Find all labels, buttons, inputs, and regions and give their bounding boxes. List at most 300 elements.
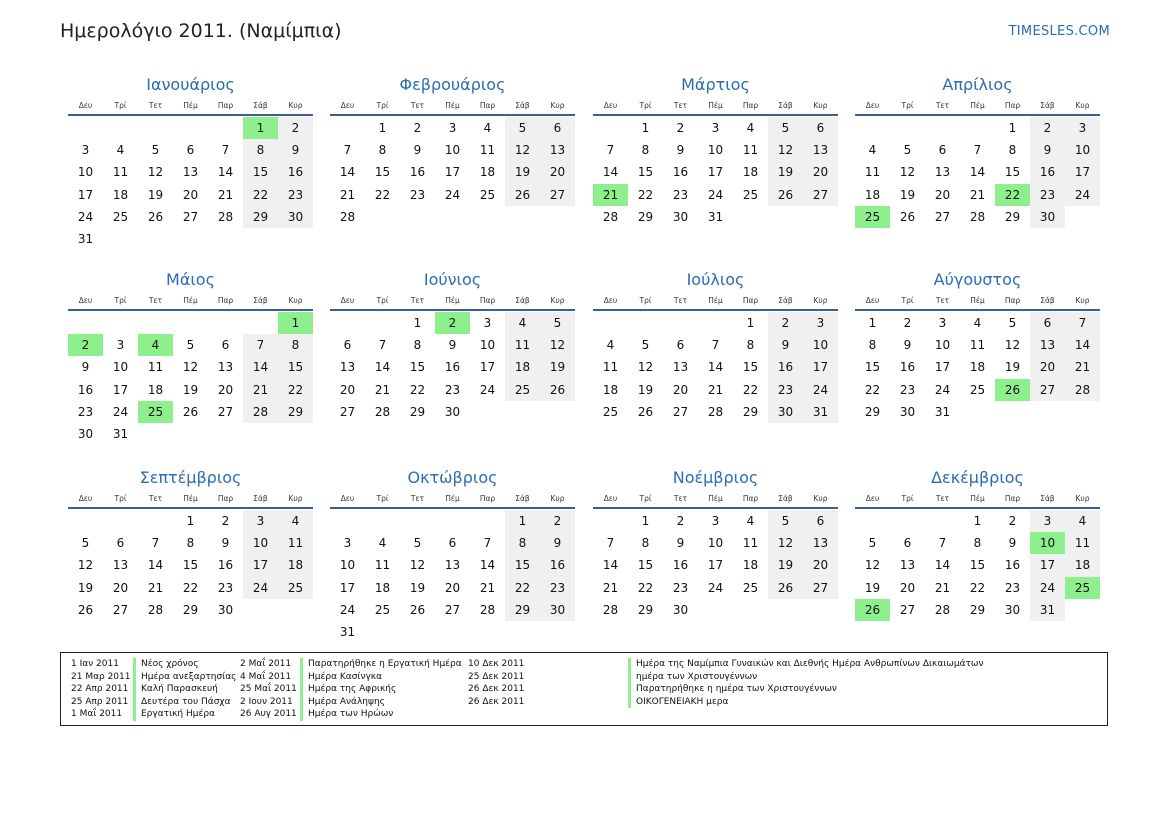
day-cell: 25 <box>374 602 391 617</box>
day-cell: 18 <box>742 558 759 573</box>
day-cell: 25 <box>278 577 313 599</box>
day-cell: 13 <box>803 532 838 554</box>
weekday-label: Παρ <box>742 494 759 503</box>
day-cell: 21 <box>339 187 356 202</box>
day-cell: 4 <box>116 143 125 158</box>
day-cell: 23 <box>217 580 234 595</box>
day-cell: 4 <box>483 121 492 135</box>
day-cell: 23 <box>77 404 94 419</box>
day-cell: 19 <box>147 187 164 202</box>
day-cell: 9 <box>768 334 803 356</box>
day-cell: 18 <box>864 187 881 202</box>
day-cell: 16 <box>278 161 313 183</box>
empty-day-cell <box>925 510 960 532</box>
day-cell: 29 <box>637 602 654 617</box>
weekday-label: Τετ <box>673 101 688 110</box>
site-link[interactable]: TIMESLES.COM <box>1008 24 1110 39</box>
day-cell: 19 <box>864 580 881 595</box>
day-cell: 24 <box>243 577 278 599</box>
day-cell: 21 <box>479 580 496 595</box>
day-cell: 12 <box>77 558 94 573</box>
day-cell: 10 <box>803 334 838 356</box>
days-grid <box>330 312 575 423</box>
weekday-label: Πέμ <box>445 494 460 503</box>
weekday-label: Κυρ <box>288 296 303 305</box>
day-cell: 23 <box>409 187 426 202</box>
day-cell: 25 <box>479 187 496 202</box>
day-cell: 28 <box>217 209 234 224</box>
weekday-label: Παρ <box>479 101 496 110</box>
day-cell: 13 <box>217 360 234 375</box>
month-calendar <box>855 465 1100 621</box>
day-cell: 8 <box>505 532 540 554</box>
day-cell: 4 <box>378 536 387 551</box>
day-cell: 14 <box>147 558 164 573</box>
day-cell: 26 <box>147 209 164 224</box>
day-cell: 19 <box>899 187 916 202</box>
weekday-header <box>593 293 838 311</box>
day-cell: 24 <box>1030 577 1065 599</box>
day-cell: 21 <box>217 187 234 202</box>
day-cell: 28 <box>374 404 391 419</box>
weekday-label: Σάβ <box>1040 296 1055 305</box>
day-cell: 27 <box>1030 379 1065 401</box>
day-cell: 10 <box>243 532 278 554</box>
day-cell: 26 <box>899 209 916 224</box>
day-cell: 9 <box>1030 139 1065 161</box>
day-cell: 11 <box>969 338 986 353</box>
day-cell: 13 <box>112 558 129 573</box>
day-cell: 24 <box>339 602 356 617</box>
day-cell: 8 <box>243 139 278 161</box>
day-cell: 23 <box>899 382 916 397</box>
day-cell: 17 <box>707 165 724 180</box>
day-cell: 20 <box>1030 356 1065 378</box>
day-cell: 27 <box>803 577 838 599</box>
day-cell: 6 <box>803 510 838 532</box>
weekday-label: Σάβ <box>778 101 793 110</box>
weekday-label: Παρ <box>479 296 496 305</box>
day-cell: 28 <box>934 602 951 617</box>
holiday-name: Ημέρα Ανάληψης <box>300 696 385 709</box>
holiday-date: 10 Δεκ 2011 <box>468 659 525 669</box>
weekday-label: Τετ <box>935 494 950 503</box>
day-cell: 17 <box>1030 554 1065 576</box>
day-cell: 6 <box>540 117 575 139</box>
day-cell: 26 <box>768 184 803 206</box>
day-cell: 1 <box>186 514 195 528</box>
day-cell: 3 <box>343 536 352 551</box>
weekday-label: Δευ <box>865 101 880 110</box>
day-cell: 27 <box>934 209 951 224</box>
day-cell: 12 <box>1004 338 1021 353</box>
day-cell: 19 <box>768 554 803 576</box>
day-cell: 6 <box>903 536 912 551</box>
day-cell: 7 <box>243 334 278 356</box>
weekday-label: Κυρ <box>813 296 828 305</box>
day-cell: 1 <box>1008 121 1017 135</box>
day-cell: 10 <box>1065 139 1100 161</box>
holiday-day-cell: 25 <box>138 401 173 423</box>
day-cell: 29 <box>1004 209 1021 224</box>
days-grid <box>593 117 838 228</box>
weekday-label: Παρ <box>479 494 496 503</box>
empty-day-cell <box>330 510 365 532</box>
day-cell: 11 <box>147 360 164 375</box>
day-cell: 6 <box>803 117 838 139</box>
day-cell: 11 <box>1065 532 1100 554</box>
day-cell: 8 <box>641 143 650 158</box>
day-cell: 21 <box>969 187 986 202</box>
holiday-day-cell: 2 <box>68 334 103 356</box>
holiday-name: Δευτέρα του Πάσχα <box>133 696 231 709</box>
day-cell: 1 <box>641 121 650 135</box>
holiday-date: 2 Μαΐ 2011 <box>240 659 292 669</box>
day-cell: 29 <box>969 602 986 617</box>
empty-day-cell <box>890 510 925 532</box>
weekday-label: Δευ <box>340 494 355 503</box>
day-cell: 8 <box>973 536 982 551</box>
day-cell: 22 <box>505 577 540 599</box>
weekday-label: Κυρ <box>1075 101 1090 110</box>
day-cell: 31 <box>803 401 838 423</box>
day-cell: 23 <box>444 382 461 397</box>
empty-day-cell <box>173 312 208 334</box>
holiday-day-cell: 22 <box>995 184 1030 206</box>
day-cell: 9 <box>413 143 422 158</box>
month-name: Οκτώβριος <box>407 468 498 487</box>
holiday-name: Καλή Παρασκευή <box>133 683 218 696</box>
holiday-entry <box>71 658 236 671</box>
weekday-label: Δευ <box>340 296 355 305</box>
day-cell: 2 <box>540 510 575 532</box>
holiday-date: 26 Δεκ 2011 <box>468 684 525 695</box>
day-cell: 24 <box>707 580 724 595</box>
day-cell: 11 <box>742 536 759 551</box>
day-cell: 18 <box>742 165 759 180</box>
holiday-name: Ημέρα Κασίνγκα <box>300 671 382 684</box>
month-calendar <box>68 267 313 445</box>
day-cell: 18 <box>278 554 313 576</box>
day-cell: 9 <box>221 536 230 551</box>
weekday-header <box>68 98 313 116</box>
weekday-header <box>855 293 1100 311</box>
day-cell: 1 <box>746 316 755 330</box>
days-grid <box>855 312 1100 423</box>
empty-day-cell <box>173 117 208 139</box>
weekday-label: Δευ <box>78 494 93 503</box>
day-cell: 7 <box>378 338 387 353</box>
day-cell: 23 <box>768 379 803 401</box>
day-cell: 14 <box>934 558 951 573</box>
holiday-date: 26 Δεκ 2011 <box>468 696 525 707</box>
day-cell: 24 <box>1065 184 1100 206</box>
day-cell: 28 <box>969 209 986 224</box>
day-cell: 19 <box>637 382 654 397</box>
empty-day-cell <box>925 117 960 139</box>
day-cell: 3 <box>803 312 838 334</box>
weekday-label: Τετ <box>410 296 425 305</box>
day-cell: 29 <box>505 599 540 621</box>
day-cell: 29 <box>742 404 759 419</box>
holiday-name: Ημέρα της Ναμίμπια Γυναικών και Διεθνής Ημέρα Ανθρωπίνων Δικαιωμάτων <box>628 658 983 671</box>
day-cell: 13 <box>540 139 575 161</box>
day-cell: 2 <box>1030 117 1065 139</box>
day-cell: 16 <box>217 558 234 573</box>
day-cell: 10 <box>934 338 951 353</box>
holiday-name: Ημέρα ανεξαρτησίας <box>133 671 236 684</box>
empty-day-cell <box>68 510 103 532</box>
day-cell: 7 <box>483 536 492 551</box>
day-cell: 26 <box>768 577 803 599</box>
day-cell: 24 <box>707 187 724 202</box>
day-cell: 15 <box>637 558 654 573</box>
day-cell: 30 <box>672 209 689 224</box>
day-cell: 5 <box>186 338 195 353</box>
day-cell: 22 <box>969 580 986 595</box>
day-cell: 8 <box>278 334 313 356</box>
holiday-name: Εργατική Ημέρα <box>133 708 215 721</box>
day-cell: 22 <box>864 382 881 397</box>
empty-day-cell <box>68 117 103 139</box>
holiday-name: Παρατηρήθηκε η ημέρα των Χριστουγέννων <box>628 683 837 696</box>
holiday-date: 25 Απρ 2011 <box>71 696 129 707</box>
weekday-label: Παρ <box>742 101 759 110</box>
holiday-entry <box>240 696 462 709</box>
day-cell: 30 <box>278 206 313 228</box>
day-cell: 25 <box>505 379 540 401</box>
day-cell: 5 <box>868 536 877 551</box>
day-cell: 23 <box>540 577 575 599</box>
month-name: Μάιος <box>166 270 215 289</box>
day-cell: 3 <box>448 121 457 135</box>
day-cell: 6 <box>1030 312 1065 334</box>
day-cell: 17 <box>479 360 496 375</box>
day-cell: 25 <box>742 580 759 595</box>
weekday-label: Κυρ <box>288 494 303 503</box>
day-cell: 14 <box>1065 334 1100 356</box>
day-cell: 3 <box>711 514 720 528</box>
day-cell: 6 <box>938 143 947 158</box>
empty-day-cell <box>330 312 365 334</box>
day-cell: 16 <box>444 360 461 375</box>
day-cell: 17 <box>77 187 94 202</box>
day-cell: 31 <box>112 426 129 441</box>
weekday-label: Παρ <box>1004 101 1021 110</box>
weekday-label: Κυρ <box>813 494 828 503</box>
day-cell: 1 <box>413 316 422 330</box>
holiday-day-cell: 1 <box>243 117 278 139</box>
weekday-label: Παρ <box>1004 296 1021 305</box>
day-cell: 5 <box>540 312 575 334</box>
empty-day-cell <box>68 312 103 334</box>
holiday-entry <box>71 696 236 709</box>
day-cell: 26 <box>409 602 426 617</box>
day-cell: 8 <box>868 338 877 353</box>
day-cell: 7 <box>221 143 230 158</box>
day-cell: 1 <box>868 316 877 330</box>
holiday-name: ΟΙΚΟΓΕΝΕΙΑΚΗ μερα <box>628 696 728 709</box>
day-cell: 15 <box>969 558 986 573</box>
day-cell: 22 <box>409 382 426 397</box>
day-cell: 15 <box>182 558 199 573</box>
day-cell: 27 <box>540 184 575 206</box>
day-cell: 2 <box>903 316 912 330</box>
day-cell: 15 <box>742 360 759 375</box>
holiday-date: 22 Απρ 2011 <box>71 684 129 695</box>
weekday-label: Πέμ <box>708 494 723 503</box>
weekday-header <box>855 491 1100 509</box>
holiday-date: 26 Αυγ 2011 <box>240 709 297 720</box>
empty-day-cell <box>960 117 995 139</box>
day-cell: 2 <box>676 514 685 528</box>
day-cell: 4 <box>746 121 755 135</box>
empty-day-cell <box>470 510 505 532</box>
empty-day-cell <box>208 117 243 139</box>
day-cell: 16 <box>1030 161 1065 183</box>
day-cell: 7 <box>606 536 615 551</box>
day-cell: 12 <box>768 532 803 554</box>
empty-day-cell <box>330 117 365 139</box>
weekday-label: Παρ <box>217 296 234 305</box>
month-calendar <box>855 267 1100 423</box>
day-cell: 25 <box>602 404 619 419</box>
day-cell: 26 <box>505 184 540 206</box>
empty-day-cell <box>663 312 698 334</box>
day-cell: 1 <box>378 121 387 135</box>
weekday-label: Δευ <box>865 494 880 503</box>
day-cell: 6 <box>448 536 457 551</box>
empty-day-cell <box>855 510 890 532</box>
holiday-entry <box>240 671 462 684</box>
day-cell: 2 <box>278 117 313 139</box>
day-cell: 13 <box>1030 334 1065 356</box>
day-cell: 6 <box>221 338 230 353</box>
day-cell: 16 <box>672 558 689 573</box>
day-cell: 16 <box>1004 558 1021 573</box>
holiday-entry <box>71 683 236 696</box>
weekday-label: Παρ <box>217 101 234 110</box>
holiday-column-2 <box>240 658 462 721</box>
day-cell: 20 <box>899 580 916 595</box>
holiday-day-cell: 26 <box>995 379 1030 401</box>
day-cell: 12 <box>540 334 575 356</box>
day-cell: 15 <box>637 165 654 180</box>
month-name: Μάρτιος <box>681 75 750 94</box>
day-cell: 23 <box>1004 580 1021 595</box>
day-cell: 11 <box>505 334 540 356</box>
month-calendar <box>330 465 575 643</box>
day-cell: 10 <box>707 536 724 551</box>
weekday-label: Σάβ <box>778 296 793 305</box>
day-cell: 29 <box>243 206 278 228</box>
day-cell: 9 <box>676 536 685 551</box>
day-cell: 13 <box>339 360 356 375</box>
day-cell: 4 <box>278 510 313 532</box>
holiday-date: 1 Μαΐ 2011 <box>71 709 123 720</box>
day-cell: 22 <box>278 379 313 401</box>
day-cell: 27 <box>217 404 234 419</box>
day-cell: 19 <box>768 161 803 183</box>
weekday-header <box>855 98 1100 116</box>
day-cell: 28 <box>339 209 356 224</box>
weekday-label: Κυρ <box>1075 494 1090 503</box>
weekday-label: Τετ <box>935 101 950 110</box>
day-cell: 3 <box>1065 117 1100 139</box>
day-cell: 21 <box>147 580 164 595</box>
holiday-name: Ημέρα της Αφρικής <box>300 683 396 696</box>
day-cell: 12 <box>637 360 654 375</box>
weekday-label: Πέμ <box>183 296 198 305</box>
day-cell: 21 <box>243 379 278 401</box>
empty-day-cell <box>698 312 733 334</box>
day-cell: 23 <box>672 187 689 202</box>
day-cell: 2 <box>221 514 230 528</box>
day-cell: 28 <box>1065 379 1100 401</box>
weekday-label: Δευ <box>78 101 93 110</box>
day-cell: 20 <box>803 161 838 183</box>
day-cell: 1 <box>973 514 982 528</box>
holiday-column-3 <box>468 658 983 708</box>
weekday-label: Τετ <box>673 494 688 503</box>
weekday-label: Πέμ <box>970 494 985 503</box>
day-cell: 9 <box>540 532 575 554</box>
day-cell: 5 <box>505 117 540 139</box>
day-cell: 17 <box>243 554 278 576</box>
holiday-name: Παρατηρήθηκε η Εργατική Ημέρα <box>300 658 462 671</box>
day-cell: 19 <box>182 382 199 397</box>
empty-day-cell <box>138 117 173 139</box>
day-cell: 28 <box>243 401 278 423</box>
day-cell: 14 <box>339 165 356 180</box>
weekday-label: Κυρ <box>288 101 303 110</box>
weekday-header <box>593 98 838 116</box>
day-cell: 7 <box>973 143 982 158</box>
day-cell: 20 <box>934 187 951 202</box>
days-grid <box>593 510 838 621</box>
day-cell: 15 <box>278 356 313 378</box>
day-cell: 28 <box>602 209 619 224</box>
empty-day-cell <box>208 312 243 334</box>
day-cell: 22 <box>374 187 391 202</box>
day-cell: 12 <box>147 165 164 180</box>
weekday-label: Τετ <box>410 494 425 503</box>
day-cell: 22 <box>243 184 278 206</box>
weekday-label: Παρ <box>1004 494 1021 503</box>
day-cell: 28 <box>147 602 164 617</box>
day-cell: 18 <box>602 382 619 397</box>
day-cell: 9 <box>448 338 457 353</box>
day-cell: 17 <box>444 165 461 180</box>
day-cell: 10 <box>479 338 496 353</box>
day-cell: 18 <box>505 356 540 378</box>
day-cell: 30 <box>768 401 803 423</box>
month-calendar <box>330 267 575 423</box>
month-name: Δεκέμβριος <box>931 468 1024 487</box>
day-cell: 26 <box>182 404 199 419</box>
weekday-header <box>68 491 313 509</box>
day-cell: 6 <box>186 143 195 158</box>
day-cell: 14 <box>602 558 619 573</box>
weekday-label: Πέμ <box>970 296 985 305</box>
holiday-day-cell: 4 <box>138 334 173 356</box>
day-cell: 19 <box>409 580 426 595</box>
day-cell: 21 <box>934 580 951 595</box>
day-cell: 4 <box>746 514 755 528</box>
holiday-date: 25 Δεκ 2011 <box>468 671 525 682</box>
day-cell: 30 <box>444 404 461 419</box>
month-calendar <box>593 465 838 621</box>
